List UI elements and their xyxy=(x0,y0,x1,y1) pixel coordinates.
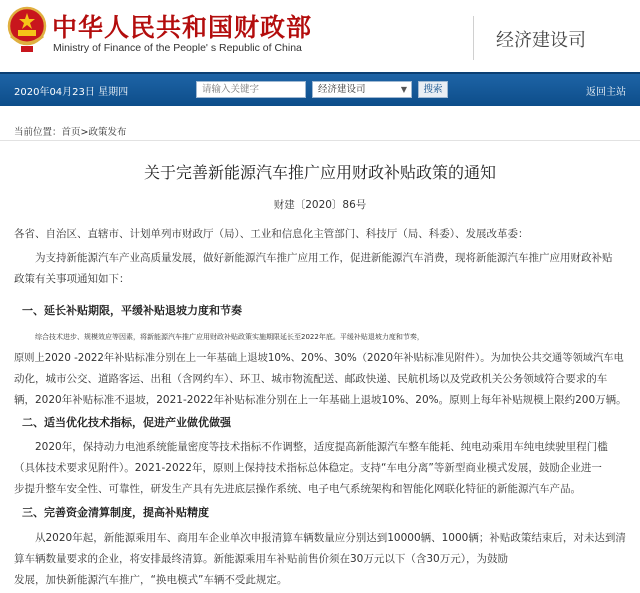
breadcrumb-home-link[interactable]: 首页 xyxy=(61,127,81,138)
section-3-heading: 三、完善资金清算制度，提高补贴精度 xyxy=(22,506,209,519)
search-input[interactable] xyxy=(196,81,306,98)
paragraph-line: 步提升整车安全性、可靠性，研发生产具有先进底层操作系统、电子电气系统架构和智能化网联化特征的新能源汽车产品。 xyxy=(14,483,581,495)
article-title: 关于完善新能源汽车推广应用财政补贴政策的通知 xyxy=(143,163,496,182)
recipients-line: 各省、自治区、直辖市、计划单列市财政厅（局）、工业和信息化主管部门、科技厅（局、科委）、发展改革委： xyxy=(14,228,529,240)
paragraph-line: 动化，城市公交、道路客运、出租（含网约车）、环卫、城市物流配送、邮政快递、民航机场以及党政机关公务领域符合要求的车 xyxy=(14,373,608,385)
search-scope-select[interactable] xyxy=(312,81,412,98)
breadcrumb-divider xyxy=(0,140,640,141)
search-button[interactable]: 搜索 xyxy=(418,81,448,98)
intro-line: 为支持新能源汽车产业高质量发展，做好新能源汽车推广应用工作，促进新能源汽车消费，现将新能源汽车推广应用财政补贴 xyxy=(35,252,613,264)
national-emblem-icon xyxy=(7,6,47,54)
department-name[interactable]: 经济建设司 xyxy=(496,30,586,51)
paragraph-line: 原则上2020 -2022年补贴标准分别在上一年基础上退坡10%、20%、30%（2020年补贴标准见附件）。为加快公共交通等领域汽车电 xyxy=(14,352,624,364)
intro-paragraph xyxy=(14,248,613,290)
breadcrumb-separator: > xyxy=(80,127,89,138)
site-header xyxy=(0,0,640,72)
current-date: 2020年04月23日 星期四 xyxy=(14,87,129,98)
nav-bar xyxy=(0,72,640,106)
chevron-down-icon: ▼ xyxy=(400,85,407,94)
section-1-paragraph xyxy=(14,327,627,411)
ministry-title-cn[interactable]: 中华人民共和国财政部 xyxy=(52,13,313,42)
section-1-heading: 一、延长补贴期限，平缓补贴退坡力度和节奏 xyxy=(22,304,242,317)
breadcrumb xyxy=(14,124,127,138)
section-3-paragraph xyxy=(14,528,626,591)
paragraph-line: 发展，加快新能源汽车推广，“换电模式”车辆不受此规定。 xyxy=(14,574,288,586)
breadcrumb-current-link[interactable]: 政策发布 xyxy=(88,127,127,138)
back-home-link[interactable]: 返回主站 xyxy=(586,87,626,98)
paragraph-line: （具体技术要求见附件）。2021-2022年，原则上保持技术指标总体稳定。支持“车电分离”等新型商业模式发展，鼓励企业进一 xyxy=(14,462,602,474)
header-divider xyxy=(473,16,474,60)
paragraph-line: 综合技术进步、规模效应等因素，将新能源汽车推广应用财政补贴政策实施期限延长至2022年底。平缓补贴退坡力度和节奏， xyxy=(35,333,424,341)
document-number: 财建〔2020〕86号 xyxy=(273,199,367,211)
ministry-title-en: Ministry of Finance of the People' s Republic of China xyxy=(53,42,302,54)
breadcrumb-prefix: 当前位置： xyxy=(14,127,62,138)
section-2-paragraph xyxy=(14,437,608,500)
paragraph-line: 从2020年起，新能源乘用车、商用车企业单次申报清算车辆数量应分别达到10000辆、1000辆；补贴政策结束后，对未达到清 xyxy=(35,532,626,544)
search-scope-value: 经济建设司 xyxy=(318,84,366,95)
intro-line: 政策有关事项通知如下： xyxy=(14,273,130,285)
paragraph-line: 辆，2020年补贴标准不退坡，2021-2022年补贴标准分别在上一年基础上退坡10%、20%。原则上每年补贴规模上限约200万辆。 xyxy=(14,394,627,406)
section-2-heading: 二、适当优化技术指标，促进产业做优做强 xyxy=(22,416,231,429)
paragraph-line: 算车辆数量要求的企业，将安排最终清算。新能源乘用车补贴前售价须在30万元以下（含30万元），为鼓励 xyxy=(14,553,508,565)
paragraph-line: 2020年，保持动力电池系统能量密度等技术指标不作调整，适度提高新能源汽车整车能耗、纯电动乘用车纯电续驶里程门槛 xyxy=(35,441,608,453)
